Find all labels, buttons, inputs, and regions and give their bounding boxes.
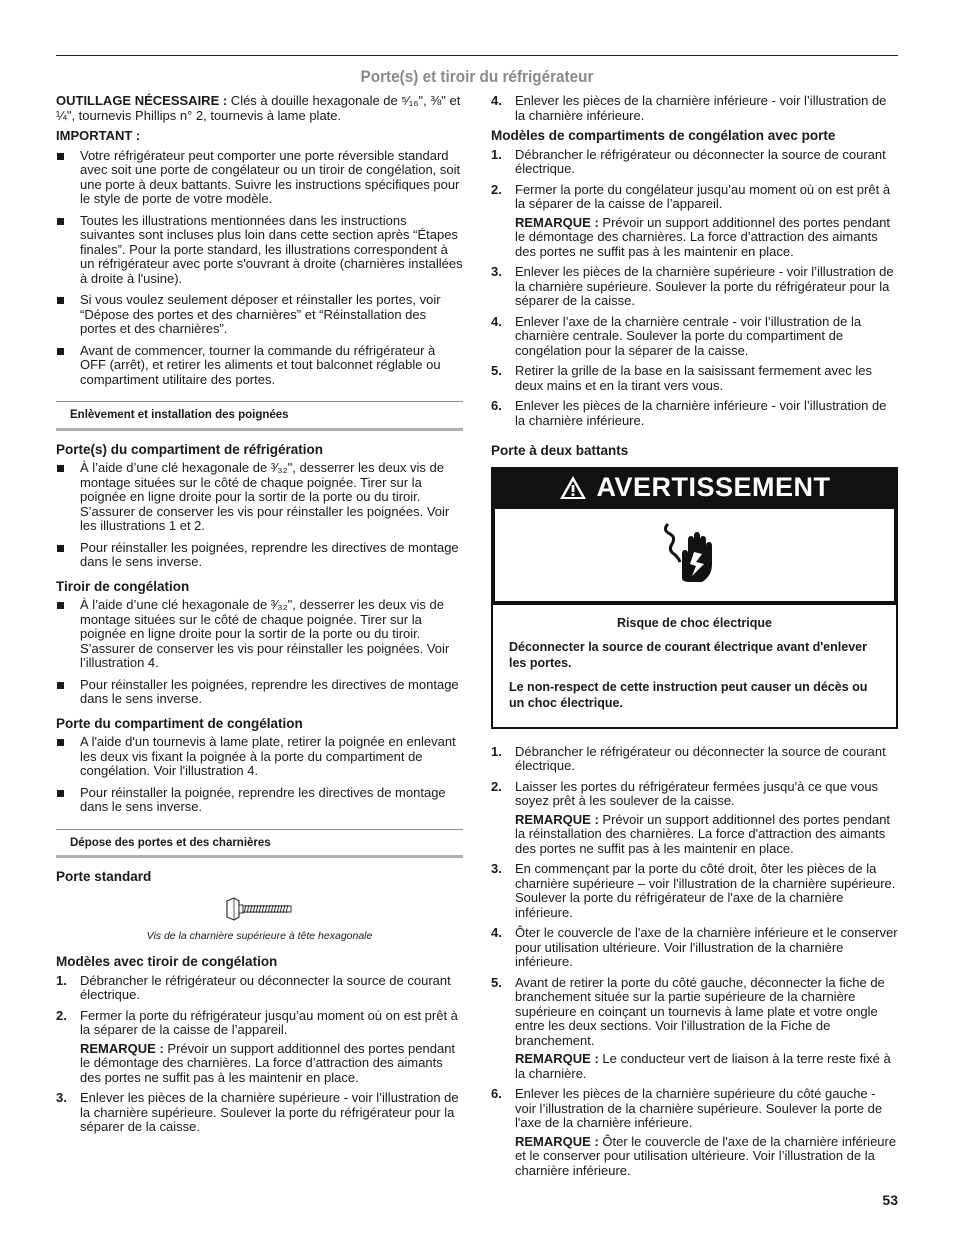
list-item: A l'aide d'un tournevis à lame plate, retirer la poignée en enlevant les deux vis fixant la poignée à la porte du compartiment de congélation. Voir l'illustration 4. (56, 735, 463, 779)
freezer-drawer-heading: Tiroir de congélation (56, 578, 190, 594)
step-item: 1. Débrancher le réfrigérateur ou déconnecter la source de courant électrique. (491, 743, 886, 773)
list-item: Votre réfrigérateur peut comporter une porte réversible standard avec soit une porte de congélateur ou un tiroir de congélation, soit une porte à deux battants. Suivre les instructions spécifiques pour le style de porte de votre modèle. (56, 149, 463, 207)
step-item: 2. Laisser les portes du réfrigérateur fermées jusqu'à ce que vous soyez prêt à les soulever de la caisse. REMARQUE : Prévoir un support additionnel des portes pendant la réinstallation des charnières. La force d'attraction des aimants des portes ne suffit pas à les maintenir en place. (491, 780, 898, 857)
list-item: Toutes les illustrations mentionnées dans les instructions suivantes sont incluses plus loin dans cette section après “Étapes finales”. Pour la porte standard, les illustrations correspondent à un réfrigérateur avec porte s'ouvrant à droite (charnières installées à droite à l'usine). (56, 214, 463, 287)
warning-box (491, 467, 898, 729)
band-heading-doors: Dépose des portes et des charnières (56, 829, 463, 859)
page-number: 53 (882, 1192, 898, 1208)
step-note: REMARQUE : Prévoir un support additionnel des portes pendant la réinstallation des charnières. La force d'attraction des aimants des portes ne suffit pas à les maintenir en place. (515, 811, 891, 856)
top-rule (56, 55, 898, 56)
step-item: 6. Enlever les pièces de la charnière inférieure - voir l’illustration de la charnière inférieure. (491, 398, 887, 428)
band-heading-handles: Enlèvement et installation des poignées (56, 401, 463, 431)
step-item: 6. Enlever les pièces de la charnière supérieure du côté gauche - voir l’illustration de la charnière supérieure. Soulever la porte de l'axe de la charnière inférieure. REMARQUE : Ôter le couvercle de l'axe de la charnière inférieure et le conserver pour utilisation ultérieure. Voir l’illustration de la charnière inférieure. (491, 1086, 897, 1178)
tools-text: Clés à douille hexagonale de ⁵⁄₁₆", ⅜" et ¼", tournevis Phillips n° 2, tournevis à lame plate. (56, 93, 461, 123)
important-label: IMPORTANT : (56, 128, 141, 143)
warning-line: Le non-respect de cette instruction peut causer un décès ou un choc électrique. (509, 679, 868, 710)
standard-door-heading: Porte standard (56, 869, 152, 884)
step-note: REMARQUE : Le conducteur vert de liaison à la terre reste fixé à la charnière. (515, 1051, 891, 1081)
double-door-heading: Porte à deux battants (491, 443, 629, 458)
screw-caption: Vis de la charnière supérieure à tête hexagonale (146, 929, 373, 942)
step-item: 3. En commençant par la porte du côté droit, ôter les pièces de la charnière supérieure – voir l'illustration de la charnière supérieure. Soulever la porte du réfrigérateur de l'axe de la charnière inférieure. (491, 861, 896, 920)
list-item: Pour réinstaller les poignées, reprendre les directives de montage dans le sens inverse. (56, 678, 463, 707)
step-item: 4. Enlever l’axe de la charnière centrale - voir l’illustration de la charnière centrale. Soulever la porte du compartiment de congélation pour la séparer de la caisse. (491, 313, 862, 358)
list-item: Avant de commencer, tourner la commande du réfrigérateur à OFF (arrêt), et retirer les aliments et tout balconnet réglable ou compartiment utilitaire des portes. (56, 344, 463, 388)
warning-body (493, 603, 896, 727)
tools-paragraph (56, 94, 463, 123)
step-note: REMARQUE : Prévoir un support additionnel des portes pendant le démontage des charnières. La force d’attraction des aimants des portes ne suffit pas à les maintenir en place. (80, 1040, 456, 1085)
warning-triangle-icon (558, 474, 588, 501)
freezer-door-heading: Porte du compartiment de congélation (56, 715, 303, 731)
step-item: 4. Enlever les pièces de la charnière inférieure - voir l’illustration de la charnière inférieure. (491, 93, 887, 123)
step-item: 2. Fermer la porte du congélateur jusqu’au moment où on est prêt à la séparer de la caisse de l’appareil. REMARQUE : Prévoir un support additionnel des portes pendant le démontage des charnières. La force d’attraction des aimants des portes ne suffit pas à les maintenir en place. (491, 183, 898, 260)
hex-screw-illustration (56, 889, 463, 929)
warning-title: AVERTISSEMENT (596, 472, 831, 503)
step-item: 5. Avant de retirer la porte du côté gauche, déconnecter la fiche de branchement située sur la partie supérieure de la charnière supérieure en coinçant un tournevis à lame plate et votre ongle entre les deux sections. Voir l'illustration de la Fiche de branchement. REMARQUE : Le conducteur vert de liaison à la terre reste fixé à la charnière. (491, 976, 898, 1082)
hex-screw-icon (224, 897, 296, 921)
step-note: REMARQUE : Ôter le couvercle de l'axe de la charnière inférieure et le conserver pour utilisation ultérieure. Voir l’illustration de la charnière inférieure. (515, 1133, 897, 1178)
page-title: Porte(s) et tiroir du réfrigérateur (360, 67, 594, 86)
warning-header (493, 469, 896, 507)
list-item: Pour réinstaller la poignée, reprendre les directives de montage dans le sens inverse. (56, 786, 463, 815)
electric-shock-hand-icon (660, 520, 730, 590)
door-models-heading: Modèles de compartiments de congélation avec porte (491, 128, 836, 143)
left-column (56, 94, 463, 1141)
step-item: 4. Ôter le couvercle de l'axe de la charnière inférieure et le conserver pour utilisation ultérieure. Voir l'illustration de la charnière inférieure. (491, 925, 898, 969)
shock-illustration (493, 507, 896, 603)
warning-line: Déconnecter la source de courant électrique avant d'enlever les portes. (509, 639, 867, 670)
list-item: Pour réinstaller les poignées, reprendre les directives de montage dans le sens inverse. (56, 541, 463, 570)
step-item: 5. Retirer la grille de la base en la saisissant fermement avec les deux mains et en la tirant vers vous. (491, 363, 872, 393)
warning-risk: Risque de choc électrique (617, 615, 772, 630)
step-item: 1. Débrancher le réfrigérateur ou déconnecter la source de courant électrique. (56, 972, 451, 1002)
step-item: 1. Débrancher le réfrigérateur ou déconnecter la source de courant électrique. (491, 146, 886, 176)
list-item: À l’aide d’une clé hexagonale de ³⁄₃₂", desserrer les deux vis de montage situées sur le côté de chaque poignée. Tirer sur la poignée en ligne droite pour la sortir de la porte ou du tiroir. S’assurer de conserver les vis pour réinstaller les poignées. Voir l’illustration 4. (56, 598, 463, 671)
step-note: REMARQUE : Prévoir un support additionnel des portes pendant le démontage des charnières. La force d’attraction des aimants des portes ne suffit pas à les maintenir en place. (515, 214, 891, 259)
step-item: 2. Fermer la porte du réfrigérateur jusqu’au moment où on est prêt à la séparer de la caisse de l’appareil. REMARQUE : Prévoir un support additionnel des portes pendant le démontage des charnières. La force d’attraction des aimants des portes ne suffit pas à les maintenir en place. (56, 1009, 463, 1086)
step-item: 3. Enlever les pièces de la charnière supérieure - voir l’illustration de la charnière supérieure. Soulever la porte du réfrigérateur pour la séparer de la caisse. (56, 1090, 459, 1134)
list-item: Si vous voulez seulement déposer et réinstaller les portes, voir “Dépose des portes et des charnières” et “Réinstallation des portes et des charnières”. (56, 293, 463, 337)
right-column (491, 94, 898, 1184)
drawer-models-heading: Modèles avec tiroir de congélation (56, 954, 278, 969)
step-item: 3. Enlever les pièces de la charnière supérieure - voir l’illustration de la charnière supérieure. Soulever la porte du réfrigérateur pour la séparer de la caisse. (491, 264, 894, 308)
list-item: À l’aide d’une clé hexagonale de ³⁄₃₂", desserrer les deux vis de montage situées sur le côté de chaque poignée. Tirer sur la poignée en ligne droite pour la sortir de la porte ou du tiroir. S’assurer de conserver les vis pour réinstaller les poignées. Voir les illustrations 1 et 2. (56, 461, 463, 534)
refrig-door-heading: Porte(s) du compartiment de réfrigération (56, 441, 324, 457)
tools-label: OUTILLAGE NÉCESSAIRE : (56, 93, 228, 108)
